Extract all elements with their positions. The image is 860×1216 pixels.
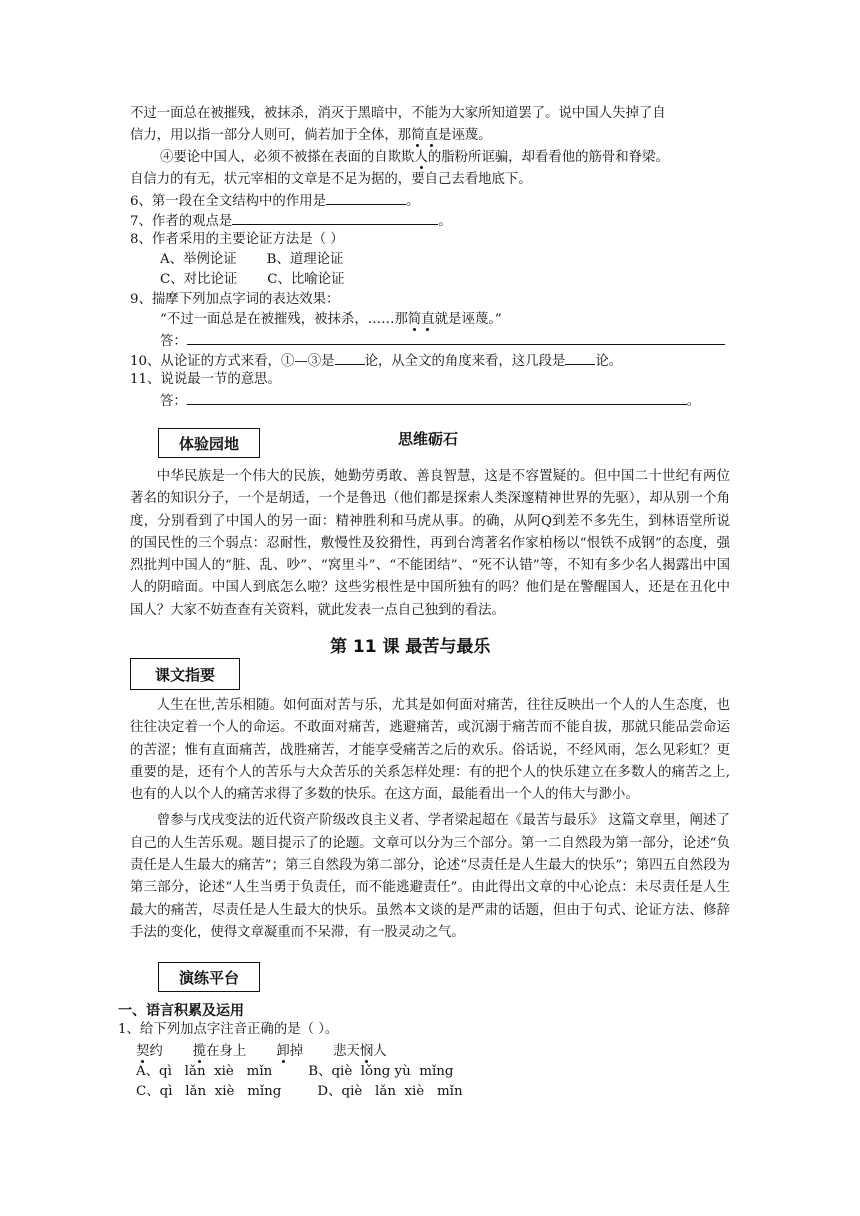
question-1-words [136,1042,736,1062]
option-c[interactable]: C、qì lǎn xiè mǐng [136,1084,282,1099]
question-1-options-row1 [136,1062,736,1082]
question-11-answer [160,390,760,412]
question-1-options-row2 [136,1082,736,1102]
question-6 [130,190,730,212]
passage-text: 的脂粉所诓骗，却看看他的筋骨和脊梁。 [427,150,669,165]
answer-blank[interactable] [335,350,365,365]
paragraph-text: 曾参与戊戌变法的近代资产阶级改良主义者、学者梁起超在《最苦与最乐》 这篇文章里，阐述了自己的人生苦乐观。题目提示了的论题。文章可以分为三个部分。第一二自然段为第一部分，论述“负责任是人生最大的痛苦”；第三自然段为第二部分，论述“尽责任是人生最大的快乐”；第四五自然段为第三部分，论述“人生当勇于负责任，而不能逃避责任”。由此得出文章的中心论点：未尽责任是人生最大的痛苦，尽责任是人生最大的快乐。虽然本文谈的是严肃的话题，但由于句式、论证方法、修辞手法的变化，使得文章凝重而不呆滞，有一股灵动之气。 [130,813,730,940]
question-8-options-row1 [160,250,760,270]
dotted-char: 简 [407,312,422,327]
section-heading-language: 一、语言积累及运用 [118,1003,244,1019]
question-text: 6、第一段在全文结构中的作用是 [130,194,326,209]
answer-blank[interactable] [187,330,725,345]
section-box-experience: 体验园地 [158,428,260,458]
question-text: 。 [438,214,452,229]
answer-blank[interactable] [232,210,438,225]
passage-line: 不过一面总在被摧残，被抹杀，消灭于黑暗中，不能为大家所知道罢了。说中国人失掉了自 [130,106,666,121]
question-8: 8、作者采用的主要论证方法是（ ） [130,232,344,247]
question-text: 。 [686,394,701,409]
dotted-char: 悯 [359,1044,374,1059]
question-9: 9、揣摩下列加点字词的表达效果： [130,292,340,307]
answer-blank[interactable] [326,190,406,205]
passage-line [130,126,730,146]
answer-label: 答： [160,394,187,409]
word-item: 卸掉 [276,1044,304,1059]
dotted-char: 人 [414,150,428,165]
passage-text: 是诬蔑。 [437,128,492,143]
option-d[interactable]: D、qiè lǎn xiè mǐn [317,1084,463,1099]
passage-text: 信力，用以指一部分人则可，倘若加于全体，那 [130,128,412,143]
paragraph-text: 中华民族是一个伟大的民族，她勤劳勇敢、善良智慧，这是不容置疑的。但中国二十世纪有两位著名的知识分子，一个是胡适，一个是鲁迅（他们都是探索人类深邃精神世界的先驱），却从别一个角度，分别看到了中国人的另一面：精神胜利和马虎从事。的确，从阿Q到差不多先生，到林语堂所说的国民性的三个弱点：忍耐性，敷慢性及狡猾性，再到台湾著名作家柏杨以“恨铁不成钢”的态度，强烈批判中国人的“脏、乱、吵”、“窝里斗”、“不能团结”、“死不认错”等，不知有多少名人揭露出中国人的阴暗面。中国人到底怎么啦？这些劣根性是中国所独有的吗？他们是在警醒国人，还是在丑化中国人？大家不妨查查有关资料，就此发表一点自己独到的看法。 [130,469,730,618]
section-box-guide: 课文指要 [130,658,240,690]
word-item: 契约 [136,1044,163,1059]
experience-paragraph [130,466,730,622]
answer-blank[interactable] [565,350,595,365]
question-10 [130,350,730,372]
question-9-answer [160,330,760,352]
question-text: 。 [406,194,420,209]
dotted-char: 简 [411,128,425,143]
option-b[interactable]: B、qiè lǒng yù mǐng [308,1064,454,1079]
guide-paragraphs [130,695,730,944]
word-item: 悲天悯人 [333,1044,387,1059]
section-title: 思维砺石 [398,430,459,448]
quote-text: 就是诬蔑。” [434,312,502,327]
answer-blank[interactable] [187,390,687,405]
question-8-options-row2 [160,270,760,290]
option-c[interactable]: C、对比论证 [160,272,238,287]
passage-text: ④要论中国人，必须不被搽在表面的自欺欺 [160,150,415,165]
paragraph-text: 人生在世,苦乐相随。如何面对苦与乐，尤其是如何面对痛苦，往往反映出一个人的人生态度，也往往决定着一个人的命运。不敢面对痛苦，逃避痛苦，或沉溺于痛苦而不能自拔，那就只能品尝命运的苦涩；惟有直面痛苦，战胜痛苦，才能享受痛苦之后的欢乐。俗话说，不经风雨，怎么见彩虹？更重要的是，还有个人的苦乐与大众苦乐的关系怎样处理：有的把个人的快乐建立在多数人的痛苦之上,也有的人以个人的痛苦求得了多数的快乐。在这方面，最能看出一个人的伟大与渺小。 [130,698,730,803]
option-a[interactable]: A、举例论证 [160,252,237,267]
passage-line [160,148,760,168]
passage-line: 自信力的有无，状元宰相的文章是不足为据的，要自己去看地底下。 [130,172,532,187]
question-text: 7、作者的观点是 [130,214,233,229]
answer-label: 答： [160,334,187,349]
lesson-title: 第 11 课 最苦与最乐 [330,637,491,657]
question-11: 11、说说最一节的意思。 [130,372,281,387]
option-b[interactable]: B、道理论证 [266,252,344,267]
dotted-char: 直 [421,312,435,327]
question-9-quote [160,310,760,330]
question-7 [130,210,730,232]
option-d[interactable]: C、比喻论证 [267,272,345,287]
quote-text: “不过一面总是在被摧残，被抹杀，……那 [160,312,408,327]
option-a[interactable]: A、qì lǎn xiè mǐn [136,1064,273,1079]
question-text: 10、从论证的方式来看，①—③是 [130,354,335,369]
section-box-practice: 演练平台 [158,962,260,992]
dotted-char: 契 [136,1044,150,1059]
word-item: 揽在身上 [192,1044,247,1059]
dotted-char: 直 [424,128,438,143]
question-1: 1、给下列加点字注音正确的是（ ）。 [118,1022,339,1037]
dotted-char: 卸 [276,1044,290,1059]
question-text: 论。 [595,354,623,369]
dotted-char: 揽 [192,1044,207,1059]
question-text: 论，从全文的角度来看，这几段是 [364,354,566,369]
